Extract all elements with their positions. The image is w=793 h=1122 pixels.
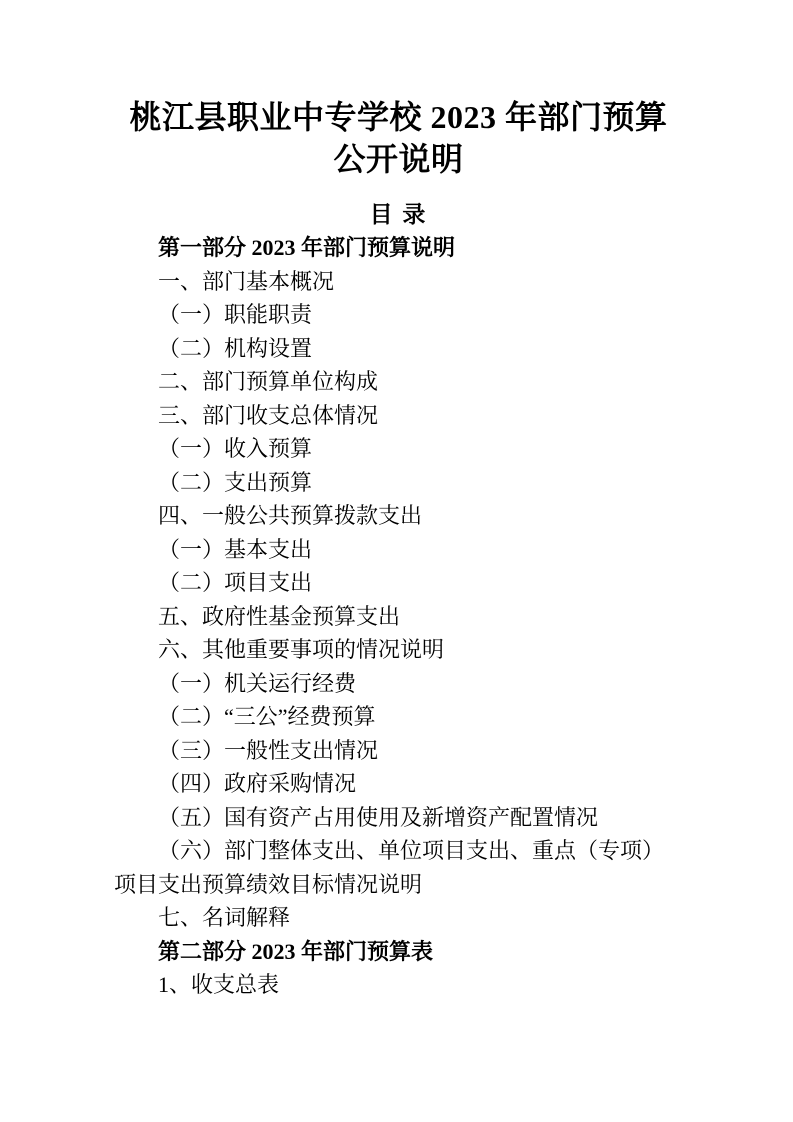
document-title-line2: 公开说明 [333,141,464,177]
toc-entry: （一）基本支出 [158,536,313,562]
toc-entry: （一）职能职责 [158,302,313,327]
toc-entry: 一、部门基本概况 [158,268,335,294]
toc-entry: 二、部门预算单位构成 [158,369,379,394]
toc-entry: 六、其他重要事项的情况说明 [158,637,445,662]
toc-entry: 七、名词解释 [158,905,291,930]
toc-entry: （二）机构设置 [158,335,313,361]
toc-entry: （三）一般性支出情况 [158,737,379,763]
toc-entry: （六）部门整体支出、单位项目支出、重点（专项） [158,838,665,863]
toc-entry: （一）收入预算 [158,436,313,461]
toc-entry: （四）政府采购情况 [158,771,357,796]
toc-entry: 四、一般公共预算拨款支出 [158,503,423,528]
toc-entry: （二）项目支出 [158,570,313,595]
toc-entry: （一）机关运行经费 [158,670,357,696]
toc-entry: （二）“三公”经费预算 [158,704,376,729]
toc-entry: 五、政府性基金预算支出 [158,603,401,629]
toc-entry: 三、部门收支总体情况 [158,402,379,428]
toc-heading: 目 录 [369,202,428,227]
toc-entry-continuation: 项目支出预算绩效目标情况说明 [114,871,423,897]
toc-entry: （五）国有资产占用使用及新增资产配置情况 [158,804,599,830]
toc-part1-heading: 第一部分 2023 年部门预算说明 [158,235,456,260]
table-of-contents [114,231,683,1002]
toc-entry: （二）支出预算 [158,469,313,495]
document-title-line1: 桃江县职业中专学校 2023 年部门预算 [129,99,668,135]
toc-part2-heading: 第二部分 2023 年部门预算表 [158,938,434,964]
document-title [114,96,683,180]
toc-entry: 1、收支总表 [158,972,280,997]
